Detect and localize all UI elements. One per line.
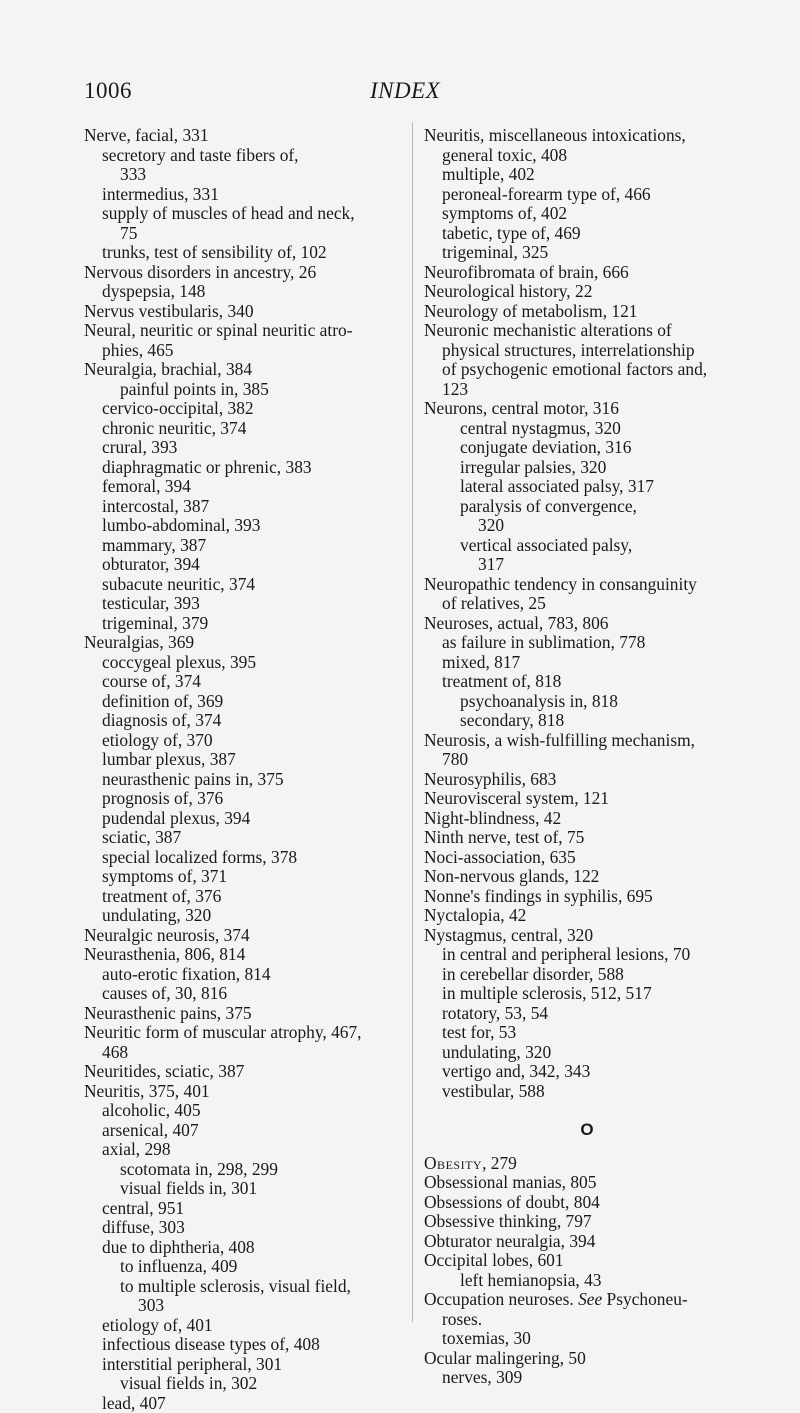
entry-continuation: 320 (424, 516, 750, 536)
entry-line: Neuralgia, brachial, 384 (84, 360, 396, 380)
index-entry (424, 828, 750, 848)
entry-line: coccygeal plexus, 395 (84, 653, 396, 673)
entry-line: intermedius, 331 (84, 185, 396, 205)
index-entry (424, 1154, 750, 1174)
entry-line: Neuronic mechanistic alterations of (424, 321, 750, 341)
entry-line: due to diphtheria, 408 (84, 1238, 396, 1258)
index-entry (424, 711, 750, 731)
index-entry (424, 1251, 750, 1271)
entry-line: visual fields in, 302 (84, 1374, 396, 1394)
entry-locator: , 279 (482, 1153, 517, 1173)
index-entry (84, 243, 396, 263)
index-entry (424, 419, 750, 439)
entry-line: toxemias, 30 (424, 1329, 750, 1349)
entry-line: Neuralgic neurosis, 374 (84, 926, 396, 946)
entry-line: intercostal, 387 (84, 497, 396, 517)
entry-line: diffuse, 303 (84, 1218, 396, 1238)
index-entry (84, 1355, 396, 1375)
entry-line: Neuritic form of muscular atrophy, 467, (84, 1023, 396, 1043)
index-entry (424, 185, 750, 205)
index-entry (84, 458, 396, 478)
entry-line: Neurasthenia, 806, 814 (84, 945, 396, 965)
entry-line: Nystagmus, central, 320 (424, 926, 750, 946)
index-column-left (84, 126, 396, 1413)
index-entry (84, 399, 396, 419)
index-entry (424, 146, 750, 166)
entry-line: to multiple sclerosis, visual field, (84, 1277, 396, 1297)
entry-continuation: of relatives, 25 (424, 594, 750, 614)
entry-line: Nyctalopia, 42 (424, 906, 750, 926)
entry-line: Neurology of metabolism, 121 (424, 302, 750, 322)
index-entry (424, 458, 750, 478)
running-title: INDEX (370, 78, 440, 104)
entry-line: etiology of, 370 (84, 731, 396, 751)
entry-text: Occupation neuroses. (424, 1289, 578, 1309)
index-entry (424, 672, 750, 692)
entry-line: treatment of, 818 (424, 672, 750, 692)
entry-line: Noci-association, 635 (424, 848, 750, 868)
entry-line: Neurosis, a wish-fulfilling mechanism, (424, 731, 750, 751)
index-entry (84, 438, 396, 458)
entry-continuation: of psychogenic emotional factors and, (424, 360, 750, 380)
entry-continuation: 75 (84, 224, 396, 244)
entry-line: Neural, neuritic or spinal neuritic atro- (84, 321, 396, 341)
entry-line: psychoanalysis in, 818 (424, 692, 750, 712)
entry-continuation: 123 (424, 380, 750, 400)
index-entry (424, 731, 750, 770)
entry-continuation: 317 (424, 555, 750, 575)
index-entry (84, 731, 396, 751)
index-entry (84, 380, 396, 400)
entry-line: infectious disease types of, 408 (84, 1335, 396, 1355)
column-divider (412, 122, 413, 1322)
entry-line: interstitial peripheral, 301 (84, 1355, 396, 1375)
index-entry (84, 1160, 396, 1180)
index-entry (84, 1316, 396, 1336)
index-entry (84, 497, 396, 517)
index-entry (84, 477, 396, 497)
entry-line: Neuralgias, 369 (84, 633, 396, 653)
entry-line: Neurofibromata of brain, 666 (424, 263, 750, 283)
entry-line: tabetic, type of, 469 (424, 224, 750, 244)
index-entry (84, 965, 396, 985)
index-entry (424, 1193, 750, 1213)
entry-line: dyspepsia, 148 (84, 282, 396, 302)
entry-line: symptoms of, 371 (84, 867, 396, 887)
index-entry (84, 1082, 396, 1102)
index-entry (84, 575, 396, 595)
index-entry (84, 263, 396, 283)
entry-line: as failure in sublimation, 778 (424, 633, 750, 653)
index-entry (424, 302, 750, 322)
index-entry (424, 1023, 750, 1043)
index-entry (424, 770, 750, 790)
entry-continuation: physical structures, interrelationship (424, 341, 750, 361)
index-entry (424, 438, 750, 458)
entry-continuation: 303 (84, 1296, 396, 1316)
entry-line: multiple, 402 (424, 165, 750, 185)
entry-line: causes of, 30, 816 (84, 984, 396, 1004)
entry-line: Occipital lobes, 601 (424, 1251, 750, 1271)
index-entry (84, 1257, 396, 1277)
index-entry (84, 1374, 396, 1394)
entry-line: trigeminal, 325 (424, 243, 750, 263)
index-entry (84, 614, 396, 634)
index-entry (424, 321, 750, 399)
entry-line: Neuritides, sciatic, 387 (84, 1062, 396, 1082)
index-entry (84, 672, 396, 692)
entry-continuation: 333 (84, 165, 396, 185)
entry-line: trunks, test of sensibility of, 102 (84, 243, 396, 263)
index-entry (424, 165, 750, 185)
page-header (0, 78, 800, 108)
entry-line: to influenza, 409 (84, 1257, 396, 1277)
o-entry-group (424, 1329, 750, 1388)
index-entry (84, 360, 396, 380)
index-entry (84, 185, 396, 205)
entry-line: course of, 374 (84, 672, 396, 692)
entry-line: mixed, 817 (424, 653, 750, 673)
entry-line: scotomata in, 298, 299 (84, 1160, 396, 1180)
entry-line: trigeminal, 379 (84, 614, 396, 634)
entry-line: left hemianopsia, 43 (424, 1271, 750, 1291)
o-entry-group (424, 1173, 750, 1290)
index-entry (84, 1023, 396, 1062)
index-entry (84, 809, 396, 829)
entry-line: undulating, 320 (424, 1043, 750, 1063)
see-reference: See (578, 1289, 602, 1309)
index-entry (424, 789, 750, 809)
entry-line: cervico-occipital, 382 (84, 399, 396, 419)
entry-line: Neurovisceral system, 121 (424, 789, 750, 809)
entry-line: Ocular malingering, 50 (424, 1349, 750, 1369)
page-number: 1006 (84, 78, 132, 104)
entry-line: obturator, 394 (84, 555, 396, 575)
index-entry (424, 399, 750, 419)
index-entry (424, 614, 750, 634)
entry-line: Neuritis, miscellaneous intoxications, (424, 126, 750, 146)
index-entry (84, 984, 396, 1004)
index-entry (84, 926, 396, 946)
index-entry (84, 945, 396, 965)
entry-line: mammary, 387 (84, 536, 396, 556)
entry-line: femoral, 394 (84, 477, 396, 497)
index-entry (424, 1290, 750, 1310)
entry-line: Neuritis, 375, 401 (84, 1082, 396, 1102)
entry-line: Neuropathic tendency in consanguinity (424, 575, 750, 595)
index-entry (84, 204, 396, 243)
entry-line: axial, 298 (84, 1140, 396, 1160)
entry-line: symptoms of, 402 (424, 204, 750, 224)
index-entry (424, 1043, 750, 1063)
entry-line: diagnosis of, 374 (84, 711, 396, 731)
entry-line: special localized forms, 378 (84, 848, 396, 868)
section-letter: O (424, 1120, 750, 1140)
index-entry (424, 204, 750, 224)
index-entry (84, 1199, 396, 1219)
entry-line: rotatory, 53, 54 (424, 1004, 750, 1024)
entry-line: alcoholic, 405 (84, 1101, 396, 1121)
index-entry (84, 146, 396, 185)
entry-line: painful points in, 385 (84, 380, 396, 400)
index-entry (84, 536, 396, 556)
entry-line: crural, 393 (84, 438, 396, 458)
index-entry (84, 126, 396, 146)
entry-line: supply of muscles of head and neck, (84, 204, 396, 224)
index-entry (424, 692, 750, 712)
index-entry (424, 243, 750, 263)
entry-line: lumbo-abdominal, 393 (84, 516, 396, 536)
index-entry (424, 906, 750, 926)
index-entry (84, 828, 396, 848)
index-entry (424, 1004, 750, 1024)
index-entry (84, 1218, 396, 1238)
index-entry (424, 1062, 750, 1082)
entry-line: Nervous disorders in ancestry, 26 (84, 263, 396, 283)
index-entry (84, 887, 396, 907)
entry-line: neurasthenic pains in, 375 (84, 770, 396, 790)
entry-line: definition of, 369 (84, 692, 396, 712)
entry-line: Night-blindness, 42 (424, 809, 750, 829)
entry-line: conjugate deviation, 316 (424, 438, 750, 458)
entry-line: secretory and taste fibers of, (84, 146, 396, 166)
entry-continuation: roses. (424, 1310, 750, 1330)
entry-line: Neurasthenic pains, 375 (84, 1004, 396, 1024)
index-entry (84, 302, 396, 322)
index-entry (424, 633, 750, 653)
entry-headword: Obesity (424, 1153, 482, 1173)
index-entry (424, 887, 750, 907)
entry-line: Ninth nerve, test of, 75 (424, 828, 750, 848)
entry-line: Obsessional manias, 805 (424, 1173, 750, 1193)
entry-line: in multiple sclerosis, 512, 517 (424, 984, 750, 1004)
index-entry (84, 867, 396, 887)
index-entry (84, 1062, 396, 1082)
entry-line: pudendal plexus, 394 (84, 809, 396, 829)
entry-line: lateral associated palsy, 317 (424, 477, 750, 497)
index-entry (84, 848, 396, 868)
entry-line: sciatic, 387 (84, 828, 396, 848)
index-entry (424, 945, 750, 965)
index-entry (424, 1212, 750, 1232)
index-entry (84, 1238, 396, 1258)
index-entry (84, 653, 396, 673)
index-entry (84, 1121, 396, 1141)
index-entry (84, 516, 396, 536)
entry-line: etiology of, 401 (84, 1316, 396, 1336)
entry-line: lead, 407 (84, 1394, 396, 1413)
index-entry (424, 1082, 750, 1102)
entry-line: Obsessions of doubt, 804 (424, 1193, 750, 1213)
entry-line: vestibular, 588 (424, 1082, 750, 1102)
entry-line: paralysis of convergence, (424, 497, 750, 517)
index-entry (84, 321, 396, 360)
entry-continuation: phies, 465 (84, 341, 396, 361)
entry-line: Neurological history, 22 (424, 282, 750, 302)
entry-line: treatment of, 376 (84, 887, 396, 907)
index-entry (424, 1173, 750, 1193)
index-entry (424, 224, 750, 244)
index-entry (84, 1179, 396, 1199)
entry-line: peroneal-forearm type of, 466 (424, 185, 750, 205)
entry-line: secondary, 818 (424, 711, 750, 731)
index-entry (424, 1271, 750, 1291)
entry-line: Nerve, facial, 331 (84, 126, 396, 146)
entry-line: auto-erotic fixation, 814 (84, 965, 396, 985)
entry-line: irregular palsies, 320 (424, 458, 750, 478)
entry-line: nerves, 309 (424, 1368, 750, 1388)
index-entry (424, 477, 750, 497)
index-entry (84, 419, 396, 439)
entry-line: arsenical, 407 (84, 1121, 396, 1141)
index-entry (424, 1368, 750, 1388)
index-entry (84, 692, 396, 712)
index-entry (424, 1349, 750, 1369)
index-entry (84, 711, 396, 731)
entry-continuation: 780 (424, 750, 750, 770)
index-entry (424, 575, 750, 614)
index-entry (424, 1232, 750, 1252)
index-entry (84, 750, 396, 770)
index-entry (84, 633, 396, 653)
entry-line: Non-nervous glands, 122 (424, 867, 750, 887)
index-entry (424, 984, 750, 1004)
entry-line: Neuroses, actual, 783, 806 (424, 614, 750, 634)
entry-line: diaphragmatic or phrenic, 383 (84, 458, 396, 478)
index-entry (424, 848, 750, 868)
index-entry (424, 263, 750, 283)
index-entry (424, 536, 750, 575)
entry-line: vertigo and, 342, 343 (424, 1062, 750, 1082)
index-entry (424, 126, 750, 146)
index-entry (84, 906, 396, 926)
index-entry (84, 789, 396, 809)
entry-line: testicular, 393 (84, 594, 396, 614)
index-entries-n (424, 126, 750, 1101)
entry-line: test for, 53 (424, 1023, 750, 1043)
entry-line: Nonne's findings in syphilis, 695 (424, 887, 750, 907)
entry-line: Neurosyphilis, 683 (424, 770, 750, 790)
index-entry (424, 926, 750, 946)
index-entry (84, 1277, 396, 1316)
index-entry (84, 770, 396, 790)
entry-line: Obsessive thinking, 797 (424, 1212, 750, 1232)
entry-line: undulating, 320 (84, 906, 396, 926)
entry-text: Psychoneu- (602, 1289, 688, 1309)
index-entry (84, 1101, 396, 1121)
index-entries-o (424, 1154, 750, 1388)
entry-line: Neurons, central motor, 316 (424, 399, 750, 419)
index-entry (84, 1394, 396, 1413)
entry-line: Nervus vestibularis, 340 (84, 302, 396, 322)
entry-line: vertical associated palsy, (424, 536, 750, 556)
index-entry (84, 1004, 396, 1024)
index-entry (424, 497, 750, 536)
entry-continuation: 468 (84, 1043, 396, 1063)
index-entry (424, 282, 750, 302)
entry-line: chronic neuritic, 374 (84, 419, 396, 439)
index-entry (424, 653, 750, 673)
entry-line: in cerebellar disorder, 588 (424, 965, 750, 985)
entry-line: prognosis of, 376 (84, 789, 396, 809)
index-entry (424, 965, 750, 985)
index-entry (84, 1335, 396, 1355)
index-column-right (424, 126, 750, 1388)
index-entry (84, 282, 396, 302)
entry-line: central, 951 (84, 1199, 396, 1219)
index-entry (84, 594, 396, 614)
entry-line: visual fields in, 301 (84, 1179, 396, 1199)
index-entry (84, 555, 396, 575)
entry-line: general toxic, 408 (424, 146, 750, 166)
index-entry (424, 809, 750, 829)
index-entry (84, 1140, 396, 1160)
entry-line: subacute neuritic, 374 (84, 575, 396, 595)
entry-line: Obturator neuralgia, 394 (424, 1232, 750, 1252)
entry-line: lumbar plexus, 387 (84, 750, 396, 770)
index-entry (424, 867, 750, 887)
entry-line: in central and peripheral lesions, 70 (424, 945, 750, 965)
entry-line: central nystagmus, 320 (424, 419, 750, 439)
